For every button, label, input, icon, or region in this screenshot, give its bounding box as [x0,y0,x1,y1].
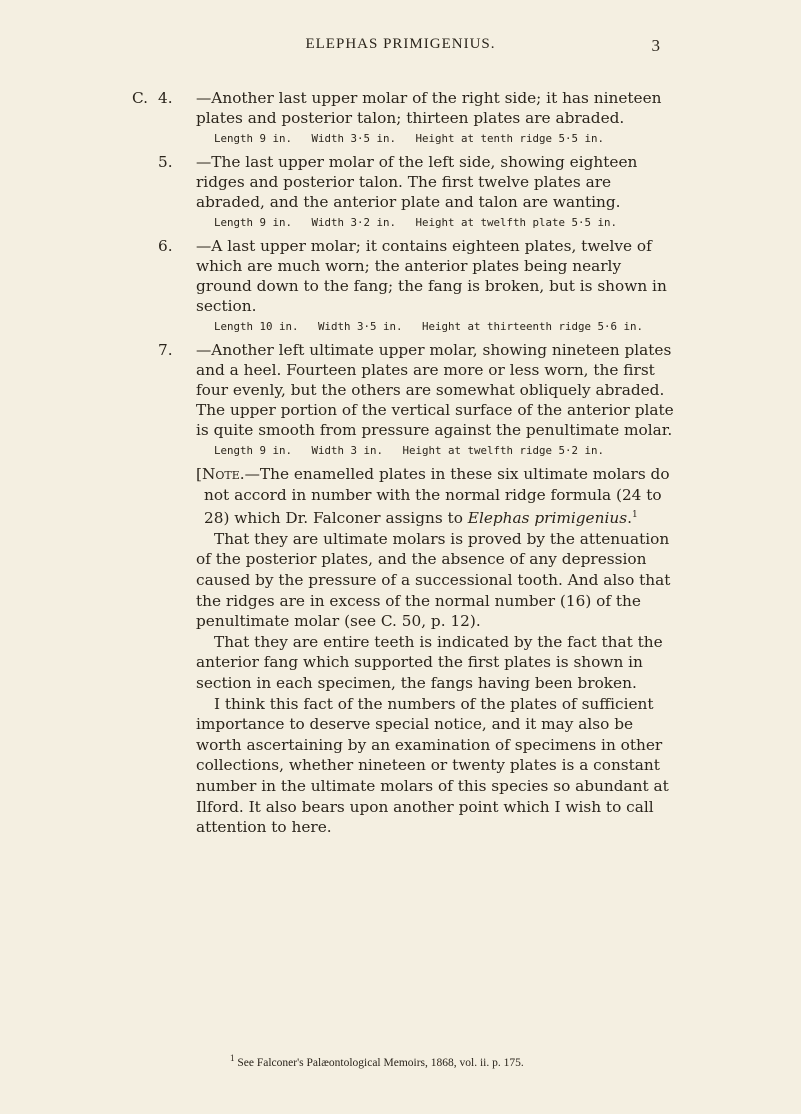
note-paragraph: I think this fact of the numbers of the plates of sufficient importance to deserve special notice, and it may also be worth ascertaining by an examination of specimens in other collections, whether nineteen or twenty plates is a constant number in the ultimate molars of this species so abundant at Ilford. It also bears upon another point which I wish to call attention to here. [196,694,669,837]
note-text: —The enamelled plates in these six ultimate molars do not accord in number with the normal ridge formula (24 to 28) which Dr. Falconer assigns to [204,465,670,528]
entry-text: —Another last upper molar of the right side; it has nineteen plates and posterior talon; thirteen plates are abraded. [196,89,662,127]
entry-measurements: Length 9 in. Width 3·5 in. Height at tenth ridge 5·5 in. [214,132,605,145]
page-number: 3 [651,36,660,55]
case-label: C. [132,89,149,107]
entry-number: 6. [158,237,173,255]
running-title: ELEPHAS PRIMIGENIUS. [305,36,496,52]
specimen-entry [158,152,678,212]
footnote-text: See Falconer's Palæontological Memoirs, 1868, vol. ii. p. 175. [237,1056,524,1069]
footnote [230,1053,750,1069]
entry-text: —The last upper molar of the left side, showing eighteen ridges and posterior talon. The first twelve plates are abraded, and the anterior plate and talon are wanting. [196,153,638,211]
entry-number: 4. [158,89,173,107]
page-body [132,88,678,838]
entry-text: —Another left ultimate upper molar, showing nineteen plates and a heel. Fourteen plates are more or less worn, the first four evenly, but the others are somewhat obliquely abraded. The upper portion of the vertical surface of the anterior plate is quite smooth from pressure against the penultimate molar. [196,341,674,439]
entry-text: —A last upper molar; it contains eighteen plates, twelve of which are much worn; the anterior plates being nearly ground down to the fang; the fang is broken, but is shown in section. [196,237,667,315]
footnote-marker: 1 [631,510,638,521]
note-text-end: . [627,509,632,528]
note-paragraph: That they are ultimate molars is proved by the attenuation of the posterior plates, and the absence of any depression caused by the pressure of a successional tooth. And also that the ridges are in excess of the normal number (16) of the penultimate molar (see C. 50, p. 12). [196,529,671,631]
specimen-entry [158,236,678,316]
footnote-number: 1 [230,1053,235,1063]
note-paragraph [158,464,678,529]
entry-measurements: Length 9 in. Width 3·2 in. Height at twelfth plate 5·5 in. [214,216,618,229]
entry-number: 5. [158,153,173,171]
note-label: Note. [201,465,245,483]
note-paragraph: That they are entire teeth is indicated by the fact that the anterior fang which supported the first plates is shown in section in each specimen, the fangs having been broken. [196,632,663,693]
species-name: Elephas primigenius [467,509,628,528]
specimen-entry [132,88,678,128]
entry-number: 7. [158,341,173,359]
note-open-bracket: [ [196,465,202,483]
specimen-entry [158,340,678,440]
entry-measurements: Length 9 in. Width 3 in. Height at twelfth ridge 5·2 in. [214,444,605,457]
page-header [0,36,801,60]
entry-measurements: Length 10 in. Width 3·5 in. Height at thirteenth ridge 5·6 in. [214,320,644,333]
note-block [158,464,678,838]
